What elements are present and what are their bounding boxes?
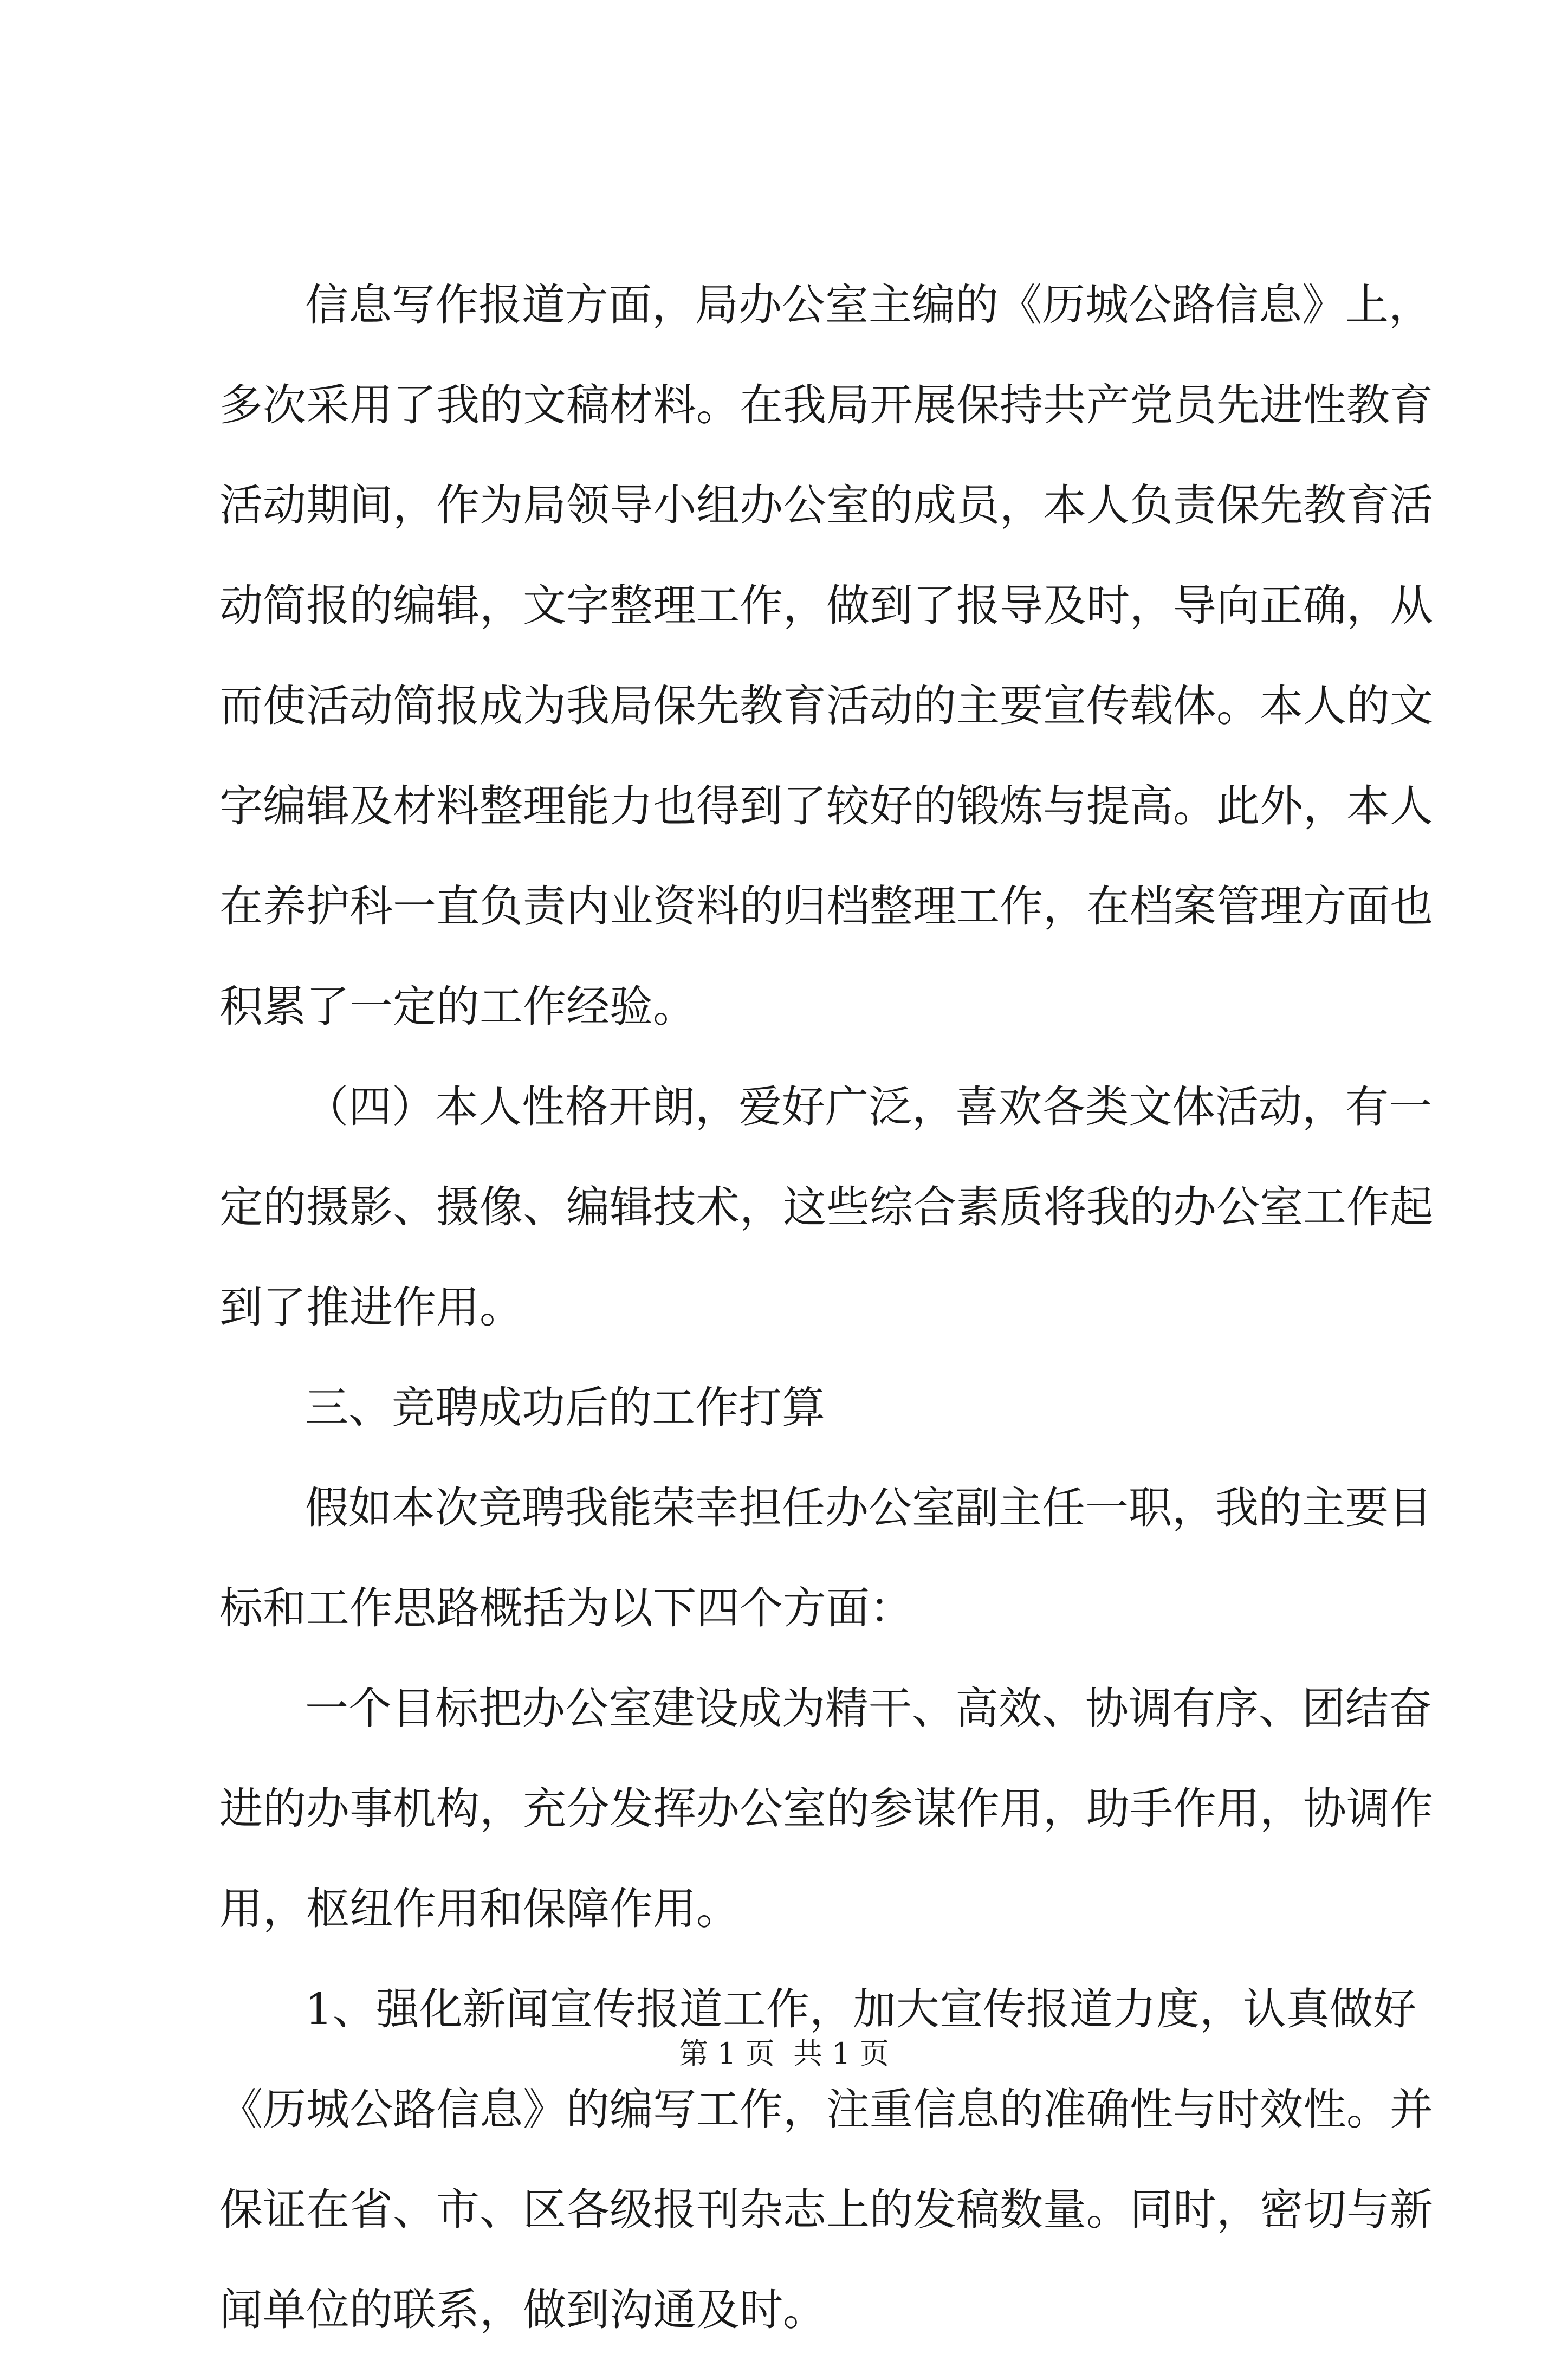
paragraph-1-line-7: 在养护科一直负责内业资料的归档整理工作，在档案管理方面也: [219, 881, 1433, 932]
paragraph-4-line-1: 一个目标把办公室建设成为精干、高效、协调有序、团结奋: [305, 1683, 1432, 1734]
page-number-label: 第 1 页 共 1 页: [679, 2036, 889, 2071]
paragraph-4-line-3: 用，枢纽作用和保障作用。: [219, 1884, 740, 1934]
paragraph-2-line-3: 到了推进作用。: [219, 1282, 523, 1333]
paragraph-1-line-1: 信息写作报道方面，局办公室主编的《历城公路信息》上，: [305, 280, 1432, 330]
section-heading: 三、竞聘成功后的工作打算: [305, 1382, 825, 1433]
paragraph-1-line-8: 积累了一定的工作经验。: [219, 981, 696, 1032]
paragraph-1-line-2: 多次采用了我的文稿材料。在我局开展保持共产党员先进性教育: [219, 380, 1433, 430]
paragraph-3-line-1: 假如本次竞聘我能荣幸担任办公室副主任一职，我的主要目: [305, 1483, 1432, 1533]
paragraph-5-line-1: 1、强化新闻宣传报道工作，加大宣传报道力度，认真做好: [305, 1984, 1416, 2034]
paragraph-4-line-2: 进的办事机构，充分发挥办公室的参谋作用，助手作用，协调作: [219, 1783, 1433, 1834]
paragraph-1-line-4: 动简报的编辑，文字整理工作，做到了报导及时，导向正确，从: [219, 580, 1433, 631]
paragraph-5-line-2: 《历城公路信息》的编写工作，注重信息的准确性与时效性。并: [219, 2084, 1433, 2135]
paragraph-5-line-4: 闻单位的联系，做到沟通及时。: [219, 2285, 826, 2335]
page-footer: [0, 2035, 1568, 2073]
paragraph-3-line-2: 标和工作思路概括为以下四个方面：: [219, 1583, 913, 1633]
paragraph-2-line-1: （四）本人性格开朗，爱好广泛，喜欢各类文体活动，有一: [305, 1082, 1432, 1132]
paragraph-1-line-3: 活动期间，作为局领导小组办公室的成员，本人负责保先教育活: [219, 480, 1433, 531]
paragraph-2-line-2: 定的摄影、摄像、编辑技术，这些综合素质将我的办公室工作起: [219, 1182, 1433, 1232]
paragraph-1-line-6: 字编辑及材料整理能力也得到了较好的锻炼与提高。此外，本人: [219, 781, 1433, 831]
paragraph-1-line-5: 而使活动简报成为我局保先教育活动的主要宣传载体。本人的文: [219, 681, 1433, 731]
paragraph-5-line-3: 保证在省、市、区各级报刊杂志上的发稿数量。同时，密切与新: [219, 2184, 1433, 2235]
